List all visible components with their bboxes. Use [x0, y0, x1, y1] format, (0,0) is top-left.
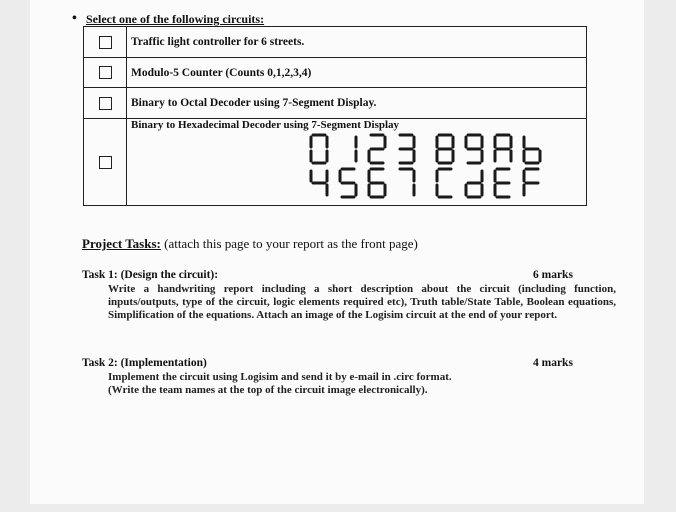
digit-glyph-E	[495, 169, 509, 197]
circuit-row-1	[84, 27, 587, 58]
digit-glyph-2	[369, 135, 385, 163]
task1-marks: 6 marks	[533, 269, 573, 281]
circuit-label-2: Modulo-5 Counter (Counts 0,1,2,3,4)	[127, 58, 587, 88]
checkbox-modulo-5-counter[interactable]	[99, 66, 112, 79]
digit-glyph-6	[369, 169, 385, 197]
seven-segment-digits	[127, 131, 586, 203]
digit-glyph-3	[400, 135, 414, 163]
circuit-row-2	[84, 58, 587, 88]
document-page	[30, 0, 644, 504]
digit-glyph-C	[437, 169, 451, 197]
circuit-row-3	[84, 88, 587, 119]
digit-glyph-d	[466, 171, 482, 197]
circuit-row-4	[84, 119, 587, 206]
project-tasks-title: Project Tasks: (attach this page to your report as the front page)	[82, 236, 418, 251]
checkbox-octal-decoder[interactable]	[99, 97, 112, 110]
task2-title: Task 2: (Implementation)	[82, 357, 207, 369]
checkbox-traffic-light[interactable]	[99, 36, 112, 49]
digit-glyph-F	[524, 169, 538, 195]
task2-body: Implement the circuit using Logisim and send it by e-mail in .circ format. (Write the team names at the top of the circuit image electronically).	[108, 371, 452, 396]
digit-glyph-5	[340, 169, 356, 197]
digit-glyph-4	[311, 171, 327, 195]
circuit-options-table	[83, 26, 587, 206]
task1-title: Task 1: (Design the circuit):	[82, 269, 219, 281]
circuits-heading: • Select one of the following circuits:	[72, 11, 265, 26]
circuit-label-3: Binary to Octal Decoder using 7-Segment Display.	[127, 88, 587, 119]
digit-glyph-b	[524, 137, 540, 163]
bullet-icon: •	[72, 11, 77, 26]
circuit-label-1: Traffic light controller for 6 streets.	[127, 27, 587, 58]
digit-glyph-8	[437, 135, 453, 163]
seven-segment-display-image	[307, 133, 577, 203]
task2-marks: 4 marks	[533, 357, 573, 369]
digit-glyph-0	[311, 135, 327, 163]
digit-glyph-9	[466, 135, 482, 163]
circuit-label-4: Binary to Hexadecimal Decoder using 7-Segment Display	[131, 119, 400, 131]
digit-glyph-A	[495, 135, 511, 161]
checkbox-hex-decoder[interactable]	[99, 156, 112, 169]
digit-glyph-7	[400, 169, 414, 195]
task1-body: Write a handwriting report including a short description about the circuit (including function, inputs/outputs, type of the circuit, logic elements required etc), Truth table/State Table, Boolean equations, Simplification of the equations. Attach an image of the Logisim circuit at the end of your report.	[108, 283, 616, 321]
